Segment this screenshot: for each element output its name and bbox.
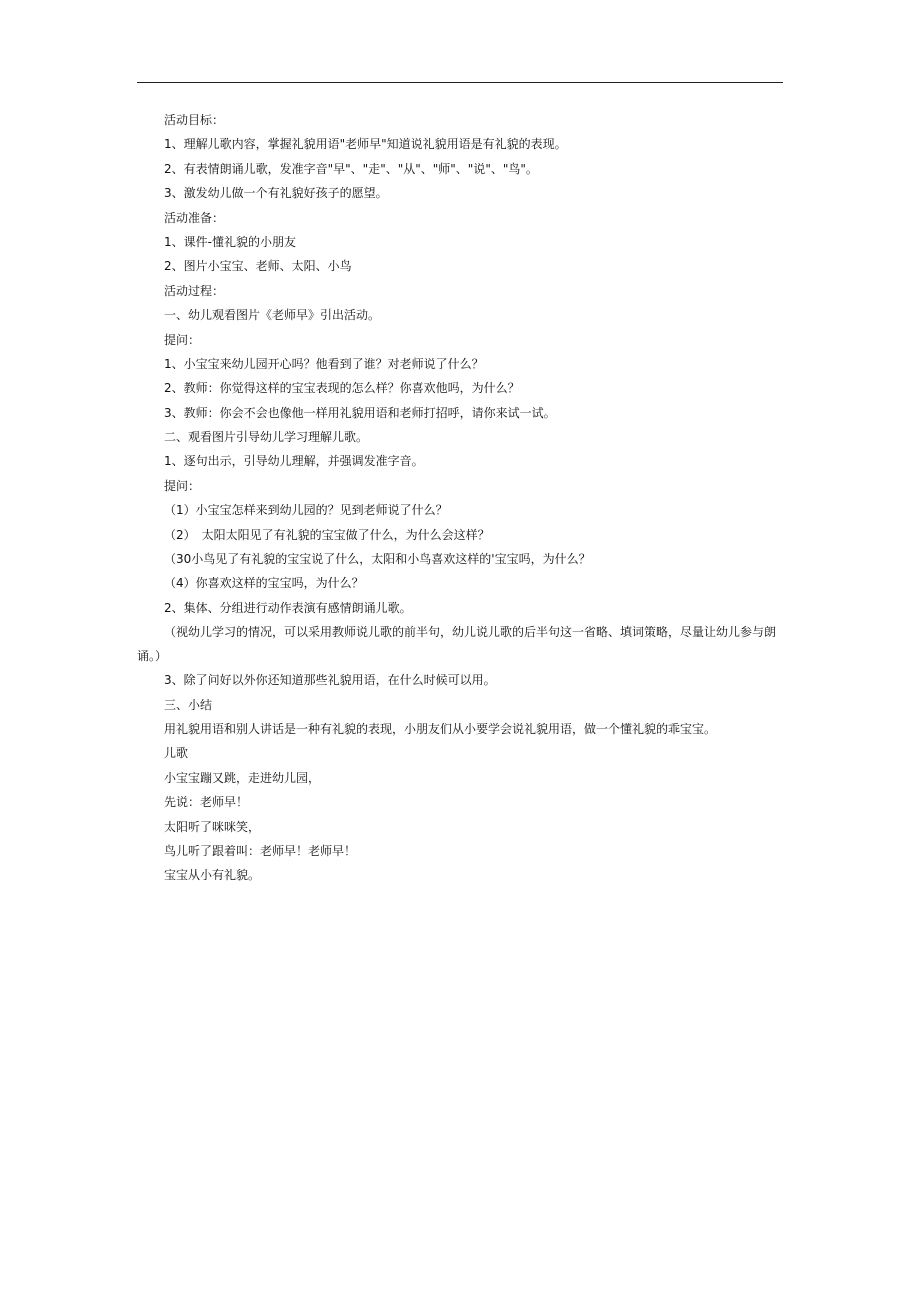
question-item: （4）你喜欢这样的宝宝吗，为什么？ — [164, 576, 364, 591]
poem-line: 宝宝从小有礼貌。 — [164, 868, 261, 883]
poem-line: 先说：老师早！ — [164, 795, 249, 810]
process-step: 二、观看图片引导幼儿学习理解儿歌。 — [164, 430, 369, 445]
question-item: 1、小宝宝来幼儿园开心吗？他看到了谁？对老师说了什么？ — [164, 356, 484, 371]
goal-item: 1、理解儿歌内容，掌握礼貌用语"老师早"知道说礼貌用语是有礼貌的表现。 — [164, 137, 567, 152]
question-label: 提问： — [164, 332, 201, 347]
poem-line: 小宝宝蹦又跳，走进幼儿园， — [164, 770, 321, 785]
section-heading-process: 活动过程： — [164, 283, 225, 298]
section-heading-preparation: 活动准备： — [164, 210, 225, 225]
header-rule — [137, 82, 783, 83]
question-item: （1）小宝宝怎样来到幼儿园的？见到老师说了什么？ — [164, 503, 448, 518]
document-body — [137, 112, 785, 892]
goal-item: 2、有表情朗诵儿歌，发准字音"早"、"走"、"从"、"师"、"说"、"鸟"。 — [164, 161, 538, 176]
question-item: （2） 太阳太阳见了有礼貌的宝宝做了什么，为什么会这样？ — [164, 527, 490, 542]
section-heading-goals: 活动目标： — [164, 113, 225, 127]
preparation-item: 2、图片小宝宝、老师、太阳、小鸟 — [164, 259, 352, 274]
process-substep: 3、除了问好以外你还知道那些礼貌用语，在什么时候可以用。 — [164, 673, 496, 688]
question-item: （30小鸟见了有礼貌的宝宝说了什么，太阳和小鸟喜欢这样的'宝宝吗，为什么？ — [164, 552, 591, 567]
poem-title: 儿歌 — [164, 746, 189, 761]
question-label: 提问： — [164, 478, 201, 493]
process-step: 一、幼儿观看图片《老师早》引出活动。 — [164, 308, 381, 323]
strategy-note: （视幼儿学习的情况，可以采用教师说儿歌的前半句，幼儿说儿歌的后半句这一省略、填词策略，尽量让幼儿参与朗诵。） — [137, 625, 777, 664]
process-substep: 1、逐句出示，引导幼儿理解，并强调发准字音。 — [164, 454, 424, 469]
summary-text: 用礼貌用语和别人讲话是一种有礼貌的表现，小朋友们从小要学会说礼貌用语，做一个懂礼貌的乖宝宝。 — [164, 721, 717, 736]
process-substep: 2、集体、分组进行动作表演有感情朗诵儿歌。 — [164, 600, 412, 615]
question-item: 2、教师：你觉得这样的宝宝表现的怎么样？你喜欢他吗，为什么？ — [164, 381, 520, 396]
preparation-item: 1、课件-懂礼貌的小朋友 — [164, 234, 296, 249]
goal-item: 3、激发幼儿做一个有礼貌好孩子的愿望。 — [164, 186, 388, 201]
poem-line: 太阳听了咪咪笑， — [164, 819, 261, 834]
section-heading-summary: 三、小结 — [164, 697, 213, 712]
poem-line: 鸟儿听了跟着叫：老师早！老师早！ — [164, 843, 357, 858]
question-item: 3、教师：你会不会也像他一样用礼貌用语和老师打招呼，请你来试一试。 — [164, 405, 556, 420]
